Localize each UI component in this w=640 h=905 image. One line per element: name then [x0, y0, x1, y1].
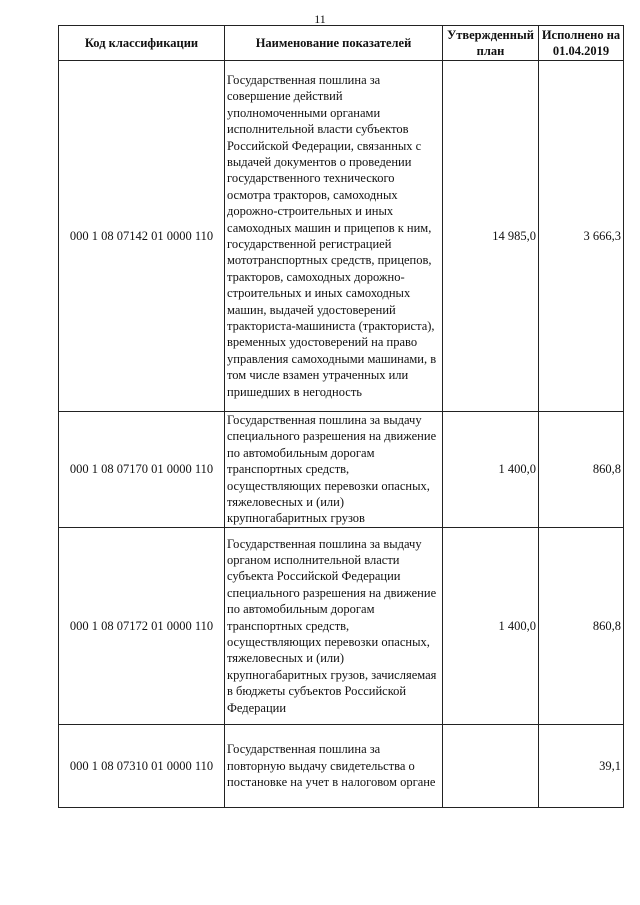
- cell-code: 000 1 08 07170 01 0000 110: [59, 412, 225, 528]
- cell-done: 3 666,3: [539, 61, 624, 412]
- page-number: 11: [314, 12, 326, 26]
- cell-code: 000 1 08 07172 01 0000 110: [59, 527, 225, 724]
- cell-done: 39,1: [539, 724, 624, 807]
- table-row: [59, 527, 624, 724]
- cell-name: Государственная пошлина за совершение действий уполномоченными органами исполнительной власти субъектов Российской Федерации, связанных с выдачей документов о проведении государственного технического осмотра тракторов, самоходных дорожно-строительных и иных самоходных машин и прицепов к ним, государственной регистрацией мототранспортных средств, прицепов, тракторов, самоходных дорожно-строительных и иных самоходных машин, выдачей удостоверений тракториста-машиниста (тракториста), временных удостоверений на право управления самоходными машинами, в том числе взамен утраченных или пришедших в негодность: [225, 61, 443, 412]
- cell-name: Государственная пошлина за повторную выдачу свидетельства о постановке на учет в налоговом органе: [225, 724, 443, 807]
- cell-done: 860,8: [539, 412, 624, 528]
- header-code: Код классификации: [59, 26, 225, 61]
- cell-name: Государственная пошлина за выдачу специального разрешения на движение по автомобильным дорогам транспортных средств, осуществляющих перевозки опасных, тяжеловесных и (или) крупногабаритных грузов: [225, 412, 443, 528]
- revenue-table: [58, 25, 624, 808]
- cell-plan: [443, 724, 539, 807]
- header-name: Наименование показателей: [225, 26, 443, 61]
- cell-code: 000 1 08 07310 01 0000 110: [59, 724, 225, 807]
- header-done: Исполнено на 01.04.2019: [539, 26, 624, 61]
- header-plan: Утвержденный план: [443, 26, 539, 61]
- table-header-row: [59, 26, 624, 61]
- cell-done: 860,8: [539, 527, 624, 724]
- cell-plan: 14 985,0: [443, 61, 539, 412]
- cell-name: Государственная пошлина за выдачу органом исполнительной власти субъекта Российской Федерации специального разрешения на движение по автомобильным дорогам транспортных средств, осуществляющих перевозки опасных, тяжеловесных и (или) крупногабаритных грузов, зачисляемая в бюджеты субъектов Российской Федерации: [225, 527, 443, 724]
- cell-code: 000 1 08 07142 01 0000 110: [59, 61, 225, 412]
- cell-plan: 1 400,0: [443, 412, 539, 528]
- table-row: [59, 724, 624, 807]
- table-row: [59, 412, 624, 528]
- cell-plan: 1 400,0: [443, 527, 539, 724]
- table-row: [59, 61, 624, 412]
